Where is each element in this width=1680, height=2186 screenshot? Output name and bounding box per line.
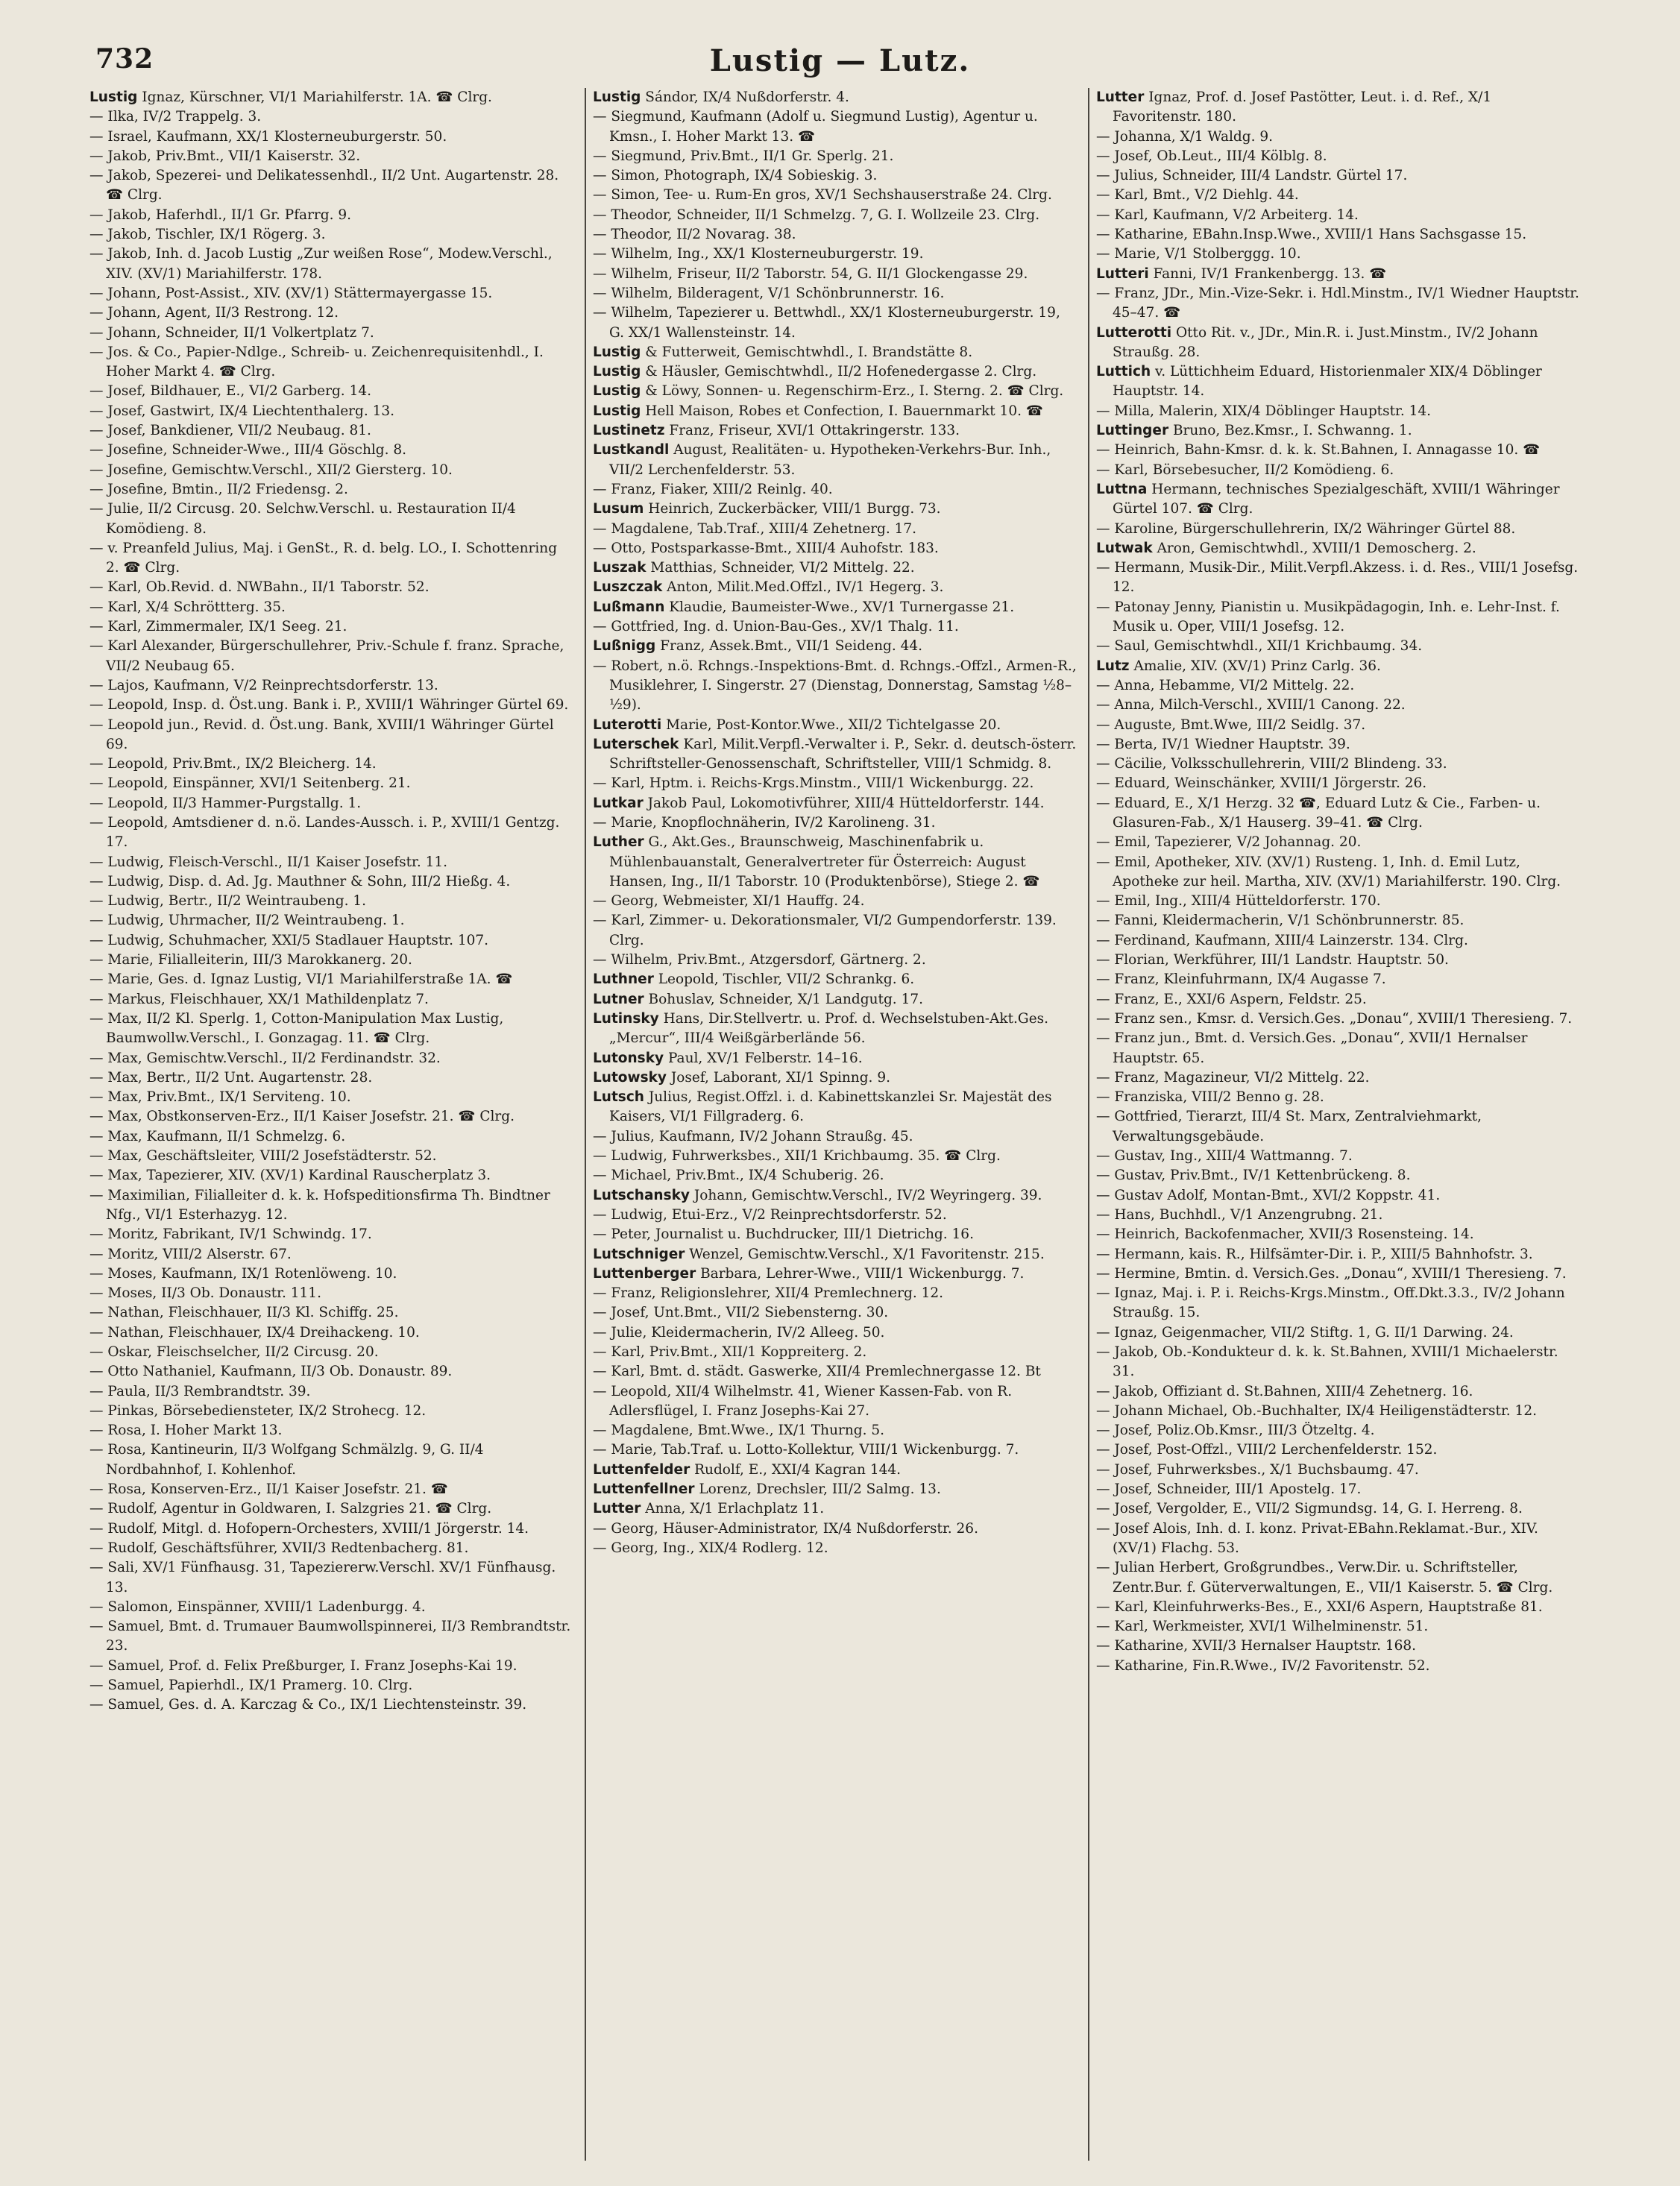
directory-entry: Lutterotti Otto Rit. v., JDr., Min.R. i. Just.Minstm., IV/2 Johann Straußg. 28. [1096, 324, 1538, 360]
directory-entry: Lutz Amalie, XIV. (XV/1) Prinz Carlg. 36. [1096, 658, 1381, 674]
directory-entry: — Franz, Religionslehrer, XII/4 Premlechnerg. 12. [593, 1285, 943, 1302]
directory-entry: — Ignaz, Maj. i. P. i. Reichs-Krgs.Minstm., Off.Dkt.3.3., IV/2 Johann Straußg. 15. [1096, 1285, 1565, 1321]
directory-entry: Luther G., Akt.Ges., Braunschweig, Maschinenfabrik u. Mühlenbauanstalt, Generalvertreter für Österreich: August Hansen, Ing., II/1 Taborstr. 10 (Produktenbörse), Stiege 2. ☎ [593, 834, 1040, 889]
directory-entry: Luterschek Karl, Milit.Verpfl.-Verwalter i. P., Sekr. d. deutsch-österr. Schriftsteller-Genossenschaft, Schriftsteller, VIII/1 Schmidg. 8. [593, 736, 1077, 772]
directory-entry: — Johann, Post-Assist., XIV. (XV/1) Stättermayergasse 15. [89, 285, 493, 301]
directory-entry: — Karl, Werkmeister, XVI/1 Wilhelminenstr. 51. [1096, 1619, 1429, 1635]
directory-entry: — Leopold, Einspänner, XVI/1 Seitenberg. 21. [89, 775, 411, 792]
directory-entry: — Rudolf, Agentur in Goldwaren, I. Salzgries 21. ☎ Clrg. [89, 1501, 492, 1517]
directory-entry: — Rosa, I. Hoher Markt 13. [89, 1423, 283, 1439]
directory-entry: — Leopold jun., Revid. d. Öst.ung. Bank, XVIII/1 Währinger Gürtel 69. [89, 716, 554, 752]
directory-entry: — Josef, Bildhauer, E., VI/2 Garberg. 14. [89, 383, 371, 400]
directory-entry: — Karl, Hptm. i. Reichs-Krgs.Minstm., VIII/1 Wickenburgg. 22. [593, 775, 1034, 792]
entry-headword: Luszak [593, 560, 646, 576]
directory-entry: — Ferdinand, Kaufmann, XIII/4 Lainzerstr. 134. Clrg. [1096, 932, 1468, 948]
directory-entry: — Franz jun., Bmt. d. Versich.Ges. „Donau“, XVII/1 Hernalser Hauptstr. 65. [1096, 1030, 1528, 1066]
directory-entry: — Gustav, Priv.Bmt., IV/1 Kettenbrückeng. 8. [1096, 1168, 1411, 1184]
entry-headword: Luttna [1096, 481, 1148, 497]
directory-entry: — Karl, Priv.Bmt., XII/1 Koppreiterg. 2. [593, 1344, 867, 1360]
directory-entry: Lutowsky Josef, Laborant, XI/1 Spinng. 9. [593, 1069, 890, 1086]
directory-entry: — Josef Alois, Inh. d. I. konz. Privat-EBahn.Reklamat.-Bur., XIV. (XV/1) Flachg. 53. [1096, 1520, 1538, 1556]
directory-entry: — Lajos, Kaufmann, V/2 Reinprechtsdorferstr. 13. [89, 677, 438, 693]
directory-entry: Lusum Heinrich, Zuckerbäcker, VIII/1 Burgg. 73. [593, 501, 941, 517]
directory-entry: — Franziska, VIII/2 Benno g. 28. [1096, 1089, 1324, 1106]
directory-entry: — Otto Nathaniel, Kaufmann, II/3 Ob. Donaustr. 89. [89, 1364, 453, 1380]
directory-entry: — Ludwig, Fuhrwerksbes., XII/1 Krichbaumg. 35. ☎ Clrg. [593, 1148, 1001, 1165]
directory-entry: — Max, Kaufmann, II/1 Schmelzg. 6. [89, 1128, 346, 1144]
entry-headword: Lutsch [593, 1089, 644, 1106]
directory-entry: — Karl, Zimmer- u. Dekorationsmaler, VI/2 Gumpendorferstr. 139. Clrg. [593, 913, 1057, 948]
directory-entry: — Emil, Ing., XIII/4 Hütteldorferstr. 170. [1096, 893, 1381, 910]
directory-entry: — Georg, Webmeister, XI/1 Hauffg. 24. [593, 893, 865, 910]
directory-entry: Lutkar Jakob Paul, Lokomotivführer, XIII/4 Hütteldorferstr. 144. [593, 795, 1045, 811]
entry-headword: Lutterotti [1096, 324, 1172, 341]
directory-entry: — Julie, Kleidermacherin, IV/2 Alleeg. 50. [593, 1324, 885, 1341]
entry-headword: Lutter [593, 1501, 641, 1517]
entry-headword: Luttenfellner [593, 1481, 695, 1498]
entry-headword: Luttich [1096, 364, 1151, 380]
directory-entry: — Max, II/2 Kl. Sperlg. 1, Cotton-Manipulation Max Lustig, Baumwollw.Verschl., I. Gonzagag. 11. ☎ Clrg. [89, 1010, 504, 1047]
directory-entry: — Josef, Poliz.Ob.Kmsr., III/3 Ötzeltg. 4. [1096, 1423, 1375, 1439]
directory-entry: — Moses, Kaufmann, IX/1 Rotenlöweng. 10. [89, 1265, 397, 1282]
directory-entry: — Patonay Jenny, Pianistin u. Musikpädagogin, Inh. e. Lehr-Inst. f. Musik u. Oper, VIII/1 Josefsg. 12. [1096, 599, 1560, 635]
directory-entry: — Moses, II/3 Ob. Donaustr. 111. [89, 1285, 321, 1302]
directory-entry: — Karl, Bmt., V/2 Diehlg. 44. [1096, 187, 1299, 204]
directory-entry: — Wilhelm, Ing., XX/1 Klosterneuburgerstr. 19. [593, 246, 924, 262]
directory-entry: — Franz sen., Kmsr. d. Versich.Ges. „Donau“, XVIII/1 Theresieng. 7. [1096, 1010, 1573, 1027]
directory-entry: — Leopold, Amtsdiener d. n.ö. Landes-Aussch. i. P., XVIII/1 Gentzg. 17. [89, 814, 560, 851]
directory-entry: Lustkandl August, Realitäten- u. Hypotheken-Verkehrs-Bur. Inh., VII/2 Lerchenfelderstr. 53. [593, 442, 1051, 478]
directory-entry: — Wilhelm, Bilderagent, V/1 Schönbrunnerstr. 16. [593, 285, 945, 301]
directory-entry: — Israel, Kaufmann, XX/1 Klosterneuburgerstr. 50. [89, 128, 447, 145]
directory-entry: Luthner Leopold, Tischler, VII/2 Schrankg. 6. [593, 971, 915, 988]
directory-entry: — Hans, Buchhdl., V/1 Anzengrubng. 21. [1096, 1206, 1383, 1223]
directory-entry: — Ludwig, Uhrmacher, II/2 Weintraubeng. 1. [89, 913, 405, 929]
directory-entry: — Karl, X/4 Schröttterg. 35. [89, 599, 286, 615]
entry-headword: Lutteri [1096, 265, 1149, 282]
directory-entry: — Ludwig, Fleisch-Verschl., II/1 Kaiser Josefstr. 11. [89, 854, 448, 870]
directory-entry: — Simon, Tee- u. Rum-En gros, XV/1 Sechshauserstraße 24. Clrg. [593, 187, 1052, 204]
entry-headword: Lutowsky [593, 1069, 667, 1086]
entry-headword: Lutz [1096, 658, 1130, 674]
directory-entry: — Siegmund, Kaufmann (Adolf u. Siegmund Lustig), Agentur u. Kmsn., I. Hoher Markt 13. ☎ [593, 109, 1038, 145]
entry-headword: Lusum [593, 501, 644, 517]
entry-headword: Lutter [1096, 89, 1145, 105]
directory-entry: — Katharine, EBahn.Insp.Wwe., XVIII/1 Hans Sachsgasse 15. [1096, 227, 1527, 243]
entry-headword: Lußmann [593, 599, 665, 615]
directory-entry: — Sali, XV/1 Fünfhausg. 31, Tapeziererw.Verschl. XV/1 Fünfhausg. 13. [89, 1560, 556, 1596]
directory-entry: — Wilhelm, Priv.Bmt., Atzgersdorf, Gärtnerg. 2. [593, 952, 926, 968]
directory-entry: Luszczak Anton, Milit.Med.Offzl., IV/1 Hegerg. 3. [593, 579, 944, 596]
directory-entry: — Gustav, Ing., XIII/4 Wattmanng. 7. [1096, 1148, 1353, 1165]
entry-headword: Luthner [593, 971, 654, 988]
directory-entry: — Leopold, Priv.Bmt., IX/2 Bleicherg. 14. [89, 756, 377, 772]
directory-entry: — Berta, IV/1 Wiedner Hauptstr. 39. [1096, 736, 1350, 752]
directory-entry: Lutwak Aron, Gemischtwhdl., XVIII/1 Demoscherg. 2. [1096, 540, 1476, 556]
entry-headword: Lustig [593, 344, 641, 360]
directory-entry: — Julie, II/2 Circusg. 20. Selchw.Verschl. u. Restauration II/4 Komödieng. 8. [89, 501, 516, 537]
directory-entry: — Max, Bertr., II/2 Unt. Augartenstr. 28. [89, 1069, 373, 1086]
directory-entry: — Georg, Häuser-Administrator, IX/4 Nußdorferstr. 26. [593, 1520, 978, 1537]
directory-entry: Lustig Hell Maison, Robes et Confection, I. Bauernmarkt 10. ☎ [593, 403, 1043, 419]
directory-entry: — Peter, Journalist u. Buchdrucker, III/1 Dietrichg. 16. [593, 1226, 974, 1243]
entry-headword: Lutwak [1096, 540, 1153, 556]
directory-entry: Lutteri Fanni, IV/1 Frankenbergg. 13. ☎ [1096, 265, 1387, 282]
directory-entry: — Josef, Bankdiener, VII/2 Neubaug. 81. [89, 423, 371, 439]
entry-headword: Lustig [593, 89, 641, 105]
column-right [1096, 88, 1581, 2161]
directory-entry: — Josef, Fuhrwerksbes., X/1 Buchsbaumg. 47. [1096, 1461, 1419, 1478]
directory-entry: — Jakob, Offiziant d. St.Bahnen, XIII/4 Zehetnerg. 16. [1096, 1383, 1473, 1399]
directory-entry: — Paula, II/3 Rembrandtstr. 39. [89, 1383, 311, 1399]
directory-entry: — Josef, Schneider, III/1 Apostelg. 17. [1096, 1481, 1362, 1498]
directory-entry: — Jakob, Tischler, IX/1 Rögerg. 3. [89, 227, 326, 243]
entry-headword: Lußnigg [593, 638, 656, 655]
entry-headword: Luterotti [593, 716, 662, 733]
directory-entry: — Magdalene, Bmt.Wwe., IX/1 Thurng. 5. [593, 1423, 884, 1439]
directory-entry: — Eduard, E., X/1 Herzg. 32 ☎, Eduard Lutz & Cie., Farben- u. Glasuren-Fab., X/1 Hauserg. 39–41. ☎ Clrg. [1096, 795, 1541, 831]
directory-entry: — Franz, Magazineur, VI/2 Mittelg. 22. [1096, 1069, 1370, 1086]
directory-entry: — Johann, Agent, II/3 Restrong. 12. [89, 305, 339, 321]
directory-entry: — Gustav Adolf, Montan-Bmt., XVI/2 Koppstr. 41. [1096, 1187, 1441, 1203]
directory-columns [89, 88, 1581, 2161]
directory-entry: — Franz, Kleinfuhrmann, IX/4 Augasse 7. [1096, 971, 1386, 988]
directory-entry: Lutinsky Hans, Dir.Stellvertr. u. Prof. d. Wechselstuben-Akt.Ges. „Mercur“, III/4 Weißgärberlände 56. [593, 1010, 1049, 1047]
directory-entry: — Franz, Fiaker, XIII/2 Reinlg. 40. [593, 481, 833, 497]
directory-entry: — Samuel, Prof. d. Felix Preßburger, I. Franz Josephs-Kai 19. [89, 1657, 517, 1674]
entry-headword: Lutinsky [593, 1010, 659, 1027]
directory-entry: — Karl, Kleinfuhrwerks-Bes., E., XXI/6 Aspern, Hauptstraße 81. [1096, 1598, 1543, 1615]
directory-entry: — Josef, Post-Offzl., VIII/2 Lerchenfelderstr. 152. [1096, 1442, 1438, 1458]
directory-entry: — Heinrich, Bahn-Kmsr. d. k. k. St.Bahnen, I. Annagasse 10. ☎ [1096, 442, 1541, 459]
directory-entry: — Julius, Schneider, III/4 Landstr. Gürtel 17. [1096, 168, 1408, 184]
directory-entry: — Jos. & Co., Papier-Ndlge., Schreib- u. Zeichenrequisitenhdl., I. Hoher Markt 4. ☎ Clrg. [89, 344, 544, 380]
directory-entry: — Florian, Werkführer, III/1 Landstr. Hauptstr. 50. [1096, 952, 1449, 968]
entry-headword: Lutonsky [593, 1050, 664, 1066]
directory-entry: — Josef, Ob.Leut., III/4 Kölblg. 8. [1096, 148, 1327, 164]
directory-entry: — Eduard, Weinschänker, XVIII/1 Jörgerstr. 26. [1096, 775, 1427, 792]
directory-entry: — Max, Priv.Bmt., IX/1 Serviteng. 10. [89, 1089, 351, 1106]
directory-entry: — Jakob, Haferhdl., II/1 Gr. Pfarrg. 9. [89, 207, 352, 223]
entry-headword: Lustinetz [593, 423, 665, 439]
directory-entry: — Ludwig, Schuhmacher, XXI/5 Stadlauer Hauptstr. 107. [89, 932, 489, 948]
directory-entry: Lustig Sándor, IX/4 Nußdorferstr. 4. [593, 89, 849, 105]
entry-headword: Lustig [593, 403, 641, 419]
directory-entry: — Leopold, II/3 Hammer-Purgstallg. 1. [89, 795, 362, 811]
directory-entry: — Markus, Fleischhauer, XX/1 Mathildenplatz 7. [89, 991, 429, 1007]
directory-entry: — Jakob, Priv.Bmt., VII/1 Kaiserstr. 32. [89, 148, 361, 164]
entry-headword: Luszczak [593, 579, 663, 596]
directory-entry: — Josef, Unt.Bmt., VII/2 Siebensterng. 30. [593, 1305, 889, 1321]
column-left [89, 88, 574, 2161]
directory-entry: — Nathan, Fleischhauer, II/3 Kl. Schiffg. 25. [89, 1305, 399, 1321]
directory-entry: — Karl, Zimmermaler, IX/1 Seeg. 21. [89, 619, 347, 635]
directory-entry: Lußnigg Franz, Assek.Bmt., VII/1 Seideng. 44. [593, 638, 923, 655]
directory-entry: — Max, Obstkonserven-Erz., II/1 Kaiser Josefstr. 21. ☎ Clrg. [89, 1109, 515, 1125]
directory-entry: — Franz, JDr., Min.-Vize-Sekr. i. Hdl.Minstm., IV/1 Wiedner Hauptstr. 45–47. ☎ [1096, 285, 1579, 321]
directory-entry: — Leopold, XII/4 Wilhelmstr. 41, Wiener Kassen-Fab. von R. Adlersflügel, I. Franz Josephs-Kai 27. [593, 1383, 1013, 1419]
entry-headword: Lustig [593, 383, 641, 400]
directory-entry: — Ignaz, Geigenmacher, VII/2 Stiftg. 1, G. II/1 Darwing. 24. [1096, 1324, 1514, 1341]
column-divider [1088, 88, 1089, 2161]
directory-entry: Lutter Ignaz, Prof. d. Josef Pastötter, Leut. i. d. Ref., X/1 Favoritenstr. 180. [1096, 89, 1492, 125]
directory-entry: — Rudolf, Geschäftsführer, XVII/3 Redtenbacherg. 81. [89, 1540, 469, 1556]
directory-entry: — Samuel, Bmt. d. Trumauer Baumwollspinnerei, II/3 Rembrandtstr. 23. [89, 1619, 571, 1654]
directory-entry: — Max, Gemischtw.Verschl., II/2 Ferdinandstr. 32. [89, 1050, 441, 1066]
entry-headword: Lutschansky [593, 1187, 690, 1203]
directory-entry: — Georg, Ing., XIX/4 Rodlerg. 12. [593, 1540, 828, 1556]
directory-entry: — Rudolf, Mitgl. d. Hofopern-Orchesters, XVIII/1 Jörgerstr. 14. [89, 1520, 529, 1537]
directory-entry: Lußmann Klaudie, Baumeister-Wwe., XV/1 Turnergasse 21. [593, 599, 1015, 615]
directory-entry: — Magdalene, Tab.Traf., XIII/4 Zehetnerg. 17. [593, 520, 917, 537]
column-divider [585, 88, 586, 2161]
directory-entry: Luttinger Bruno, Bez.Kmsr., I. Schwanng. 1. [1096, 423, 1412, 439]
directory-entry: — Moritz, Fabrikant, IV/1 Schwindg. 17. [89, 1226, 372, 1243]
directory-entry: — Josefine, Schneider-Wwe., III/4 Göschlg. 8. [89, 442, 407, 459]
entry-headword: Luttinger [1096, 423, 1169, 439]
directory-entry: — Ludwig, Etui-Erz., V/2 Reinprechtsdorferstr. 52. [593, 1206, 947, 1223]
directory-entry: — Nathan, Fleischhauer, IX/4 Dreihackeng. 10. [89, 1324, 420, 1341]
directory-entry: — Anna, Milch-Verschl., XVIII/1 Canong. 22. [1096, 697, 1406, 714]
directory-entry: — Marie, Tab.Traf. u. Lotto-Kollektur, VIII/1 Wickenburgg. 7. [593, 1442, 1019, 1458]
directory-entry: — Hermine, Bmtin. d. Versich.Ges. „Donau“, XVIII/1 Theresieng. 7. [1096, 1265, 1567, 1282]
directory-entry: — Milla, Malerin, XIX/4 Döblinger Hauptstr. 14. [1096, 403, 1432, 419]
directory-entry: Lustig Ignaz, Kürschner, VI/1 Mariahilferstr. 1A. ☎ Clrg. [89, 89, 492, 105]
directory-entry: Lustig & Futterweit, Gemischtwhdl., I. Brandstätte 8. [593, 344, 973, 360]
page-header [0, 37, 1680, 89]
directory-entry: — Karoline, Bürgerschullehrerin, IX/2 Währinger Gürtel 88. [1096, 520, 1516, 537]
directory-entry: — Heinrich, Backofenmacher, XVII/3 Rosensteing. 14. [1096, 1226, 1474, 1243]
entry-headword: Lutkar [593, 795, 644, 811]
directory-entry: — Auguste, Bmt.Wwe, III/2 Seidlg. 37. [1096, 716, 1366, 733]
directory-entry: — Hermann, kais. R., Hilfsämter-Dir. i. P., XIII/5 Bahnhofstr. 3. [1096, 1246, 1533, 1262]
directory-entry: — Maximilian, Filialleiter d. k. k. Hofspeditionsfirma Th. Bindtner Nfg., VI/1 Esterhazyg. 12. [89, 1187, 550, 1223]
directory-entry: — Simon, Photograph, IX/4 Sobieskig. 3. [593, 168, 878, 184]
directory-entry: — Oskar, Fleischselcher, II/2 Circusg. 20. [89, 1344, 379, 1360]
page-number: 732 [95, 43, 154, 75]
running-head: Lustig — Lutz. [709, 43, 971, 78]
directory-entry: — Gottfried, Tierarzt, III/4 St. Marx, Zentralviehmarkt, Verwaltungsgebäude. [1096, 1109, 1482, 1144]
directory-entry: — Karl Alexander, Bürgerschullehrer, Priv.-Schule f. franz. Sprache, VII/2 Neubaug 65. [89, 638, 564, 674]
entry-headword: Lutner [593, 991, 644, 1007]
directory-entry: Lustinetz Franz, Friseur, XVI/1 Ottakringerstr. 133. [593, 423, 960, 439]
directory-entry: — Leopold, Insp. d. Öst.ung. Bank i. P., XVIII/1 Währinger Gürtel 69. [89, 697, 569, 714]
directory-entry: Lutter Anna, X/1 Erlachplatz 11. [593, 1501, 825, 1517]
directory-entry: — Franz, E., XXI/6 Aspern, Feldstr. 25. [1096, 991, 1367, 1007]
directory-entry: Luttna Hermann, technisches Spezialgeschäft, XVIII/1 Währinger Gürtel 107. ☎ Clrg. [1096, 481, 1560, 517]
directory-entry: — Hermann, Musik-Dir., Milit.Verpfl.Akzess. i. d. Res., VIII/1 Josefsg. 12. [1096, 560, 1579, 596]
directory-entry: Lustig & Löwy, Sonnen- u. Regenschirm-Erz., I. Sterng. 2. ☎ Clrg. [593, 383, 1064, 400]
directory-entry: — Theodor, II/2 Novarag. 38. [593, 227, 796, 243]
directory-entry: — Pinkas, Börsebediensteter, IX/2 Strohecg. 12. [89, 1402, 427, 1419]
entry-headword: Lustkandl [593, 442, 670, 459]
directory-entry: — Emil, Tapezierer, V/2 Johannag. 20. [1096, 834, 1362, 851]
directory-entry: Lutschniger Wenzel, Gemischtw.Verschl., X/1 Favoritenstr. 215. [593, 1246, 1045, 1262]
directory-entry: — Theodor, Schneider, II/1 Schmelzg. 7, G. I. Wollzeile 23. Clrg. [593, 207, 1040, 223]
entry-headword: Lustig [593, 364, 641, 380]
directory-entry: — Siegmund, Priv.Bmt., II/1 Gr. Sperlg. 21. [593, 148, 894, 164]
directory-entry: — Marie, Ges. d. Ignaz Lustig, VI/1 Mariahilferstraße 1A. ☎ [89, 971, 513, 988]
directory-entry: — Katharine, XVII/3 Hernalser Hauptstr. 168. [1096, 1638, 1417, 1654]
directory-entry: Luttich v. Lüttichheim Eduard, Historienmaler XIX/4 Döblinger Hauptstr. 14. [1096, 364, 1542, 400]
directory-entry: — Wilhelm, Friseur, II/2 Taborstr. 54, G. II/1 Glockengasse 29. [593, 265, 1028, 282]
directory-entry: — Johann, Schneider, II/1 Volkertplatz 7. [89, 324, 374, 341]
directory-entry: Luszak Matthias, Schneider, VI/2 Mittelg. 22. [593, 560, 915, 576]
directory-entry: — Max, Geschäftsleiter, VIII/2 Josefstädterstr. 52. [89, 1148, 437, 1165]
entry-headword: Lustig [89, 89, 138, 105]
directory-entry: — Emil, Apotheker, XIV. (XV/1) Rusteng. 1, Inh. d. Emil Lutz, Apotheke zur heil. Martha, XIV. (XV/1) Mariahilferstr. 190. Clrg. [1096, 854, 1561, 889]
directory-entry: — Johann Michael, Ob.-Buchhalter, IX/4 Heiligenstädterstr. 12. [1096, 1402, 1537, 1419]
directory-entry: — Karl, Börsebesucher, II/2 Komödieng. 6. [1096, 462, 1394, 478]
directory-entry: Lutsch Julius, Regist.Offzl. i. d. Kabinettskanzlei Sr. Majestät des Kaisers, VI/1 Fillgraderg. 6. [593, 1089, 1052, 1125]
entry-headword: Lutschniger [593, 1246, 685, 1262]
directory-entry: — Karl, Bmt. d. städt. Gaswerke, XII/4 Premlechnergasse 12. Bt [593, 1364, 1041, 1380]
directory-entry: — Julius, Kaufmann, IV/2 Johann Straußg. 45. [593, 1128, 913, 1144]
directory-entry: — Cäcilie, Volksschullehrerin, VIII/2 Blindeng. 33. [1096, 756, 1447, 772]
directory-entry: — Otto, Postsparkasse-Bmt., XIII/4 Auhofstr. 183. [593, 540, 939, 556]
directory-entry: Lutschansky Johann, Gemischtw.Verschl., IV/2 Weyringerg. 39. [593, 1187, 1042, 1203]
directory-entry: — Saul, Gemischtwhdl., XII/1 Krichbaumg. 34. [1096, 638, 1423, 655]
directory-entry: — Katharine, Fin.R.Wwe., IV/2 Favoritenstr. 52. [1096, 1657, 1430, 1674]
entry-headword: Luttenfelder [593, 1461, 690, 1478]
directory-entry: — Rosa, Kantineurin, II/3 Wolfgang Schmälzlg. 9, G. II/4 Nordbahnhof, I. Kohlenhof. [89, 1442, 484, 1478]
entry-headword: Luterschek [593, 736, 679, 752]
directory-entry: — Jakob, Spezerei- und Delikatessenhdl., II/2 Unt. Augartenstr. 28. ☎ Clrg. [89, 168, 559, 204]
directory-entry: — Wilhelm, Tapezierer u. Bettwhdl., XX/1 Klosterneuburgerstr. 19, G. XX/1 Wallensteinstr. 14. [593, 305, 1060, 341]
directory-entry: Lustig & Häusler, Gemischtwhdl., II/2 Hofenedergasse 2. Clrg. [593, 364, 1037, 380]
directory-entry: — Salomon, Einspänner, XVIII/1 Ladenburgg. 4. [89, 1598, 426, 1615]
directory-entry: — Josef, Gastwirt, IX/4 Liechtenthalerg. 13. [89, 403, 395, 419]
directory-entry: Luttenfellner Lorenz, Drechsler, III/2 Salmg. 13. [593, 1481, 941, 1498]
directory-entry: Luterotti Marie, Post-Kontor.Wwe., XII/2 Tichtelgasse 20. [593, 716, 1001, 733]
directory-entry: — Jakob, Ob.-Kondukteur d. k. k. St.Bahnen, XVIII/1 Michaelerstr. 31. [1096, 1344, 1558, 1380]
directory-entry: — Max, Tapezierer, XIV. (XV/1) Kardinal Rauscherplatz 3. [89, 1168, 491, 1184]
directory-entry: — Ilka, IV/2 Trappelg. 3. [89, 109, 262, 125]
column-middle [593, 88, 1077, 2161]
directory-entry: Lutner Bohuslav, Schneider, X/1 Landgutg. 17. [593, 991, 923, 1007]
directory-entry: — Josefine, Gemischtw.Verschl., XII/2 Giersterg. 10. [89, 462, 453, 478]
entry-headword: Luther [593, 834, 644, 851]
directory-entry: — Josefine, Bmtin., II/2 Friedensg. 2. [89, 481, 348, 497]
directory-entry: Lutonsky Paul, XV/1 Felberstr. 14–16. [593, 1050, 863, 1066]
directory-entry: Luttenberger Barbara, Lehrer-Wwe., VIII/1 Wickenburgg. 7. [593, 1265, 1025, 1282]
entry-headword: Luttenberger [593, 1265, 696, 1282]
directory-entry: — Moritz, VIII/2 Alserstr. 67. [89, 1246, 292, 1262]
directory-entry: — Marie, Filialleiterin, III/3 Marokkanerg. 20. [89, 952, 412, 968]
directory-entry: — Ludwig, Bertr., II/2 Weintraubeng. 1. [89, 893, 367, 910]
directory-entry: — Jakob, Inh. d. Jacob Lustig „Zur weißen Rose“, Modew.Verschl., XIV. (XV/1) Mariahilferstr. 178. [89, 246, 553, 282]
directory-entry: — Samuel, Ges. d. A. Karczag & Co., IX/1 Liechtensteinstr. 39. [89, 1697, 527, 1713]
directory-entry: — Johanna, X/1 Waldg. 9. [1096, 128, 1274, 145]
directory-entry: — Robert, n.ö. Rchngs.-Inspektions-Bmt. d. Rchngs.-Offzl., Armen-R., Musiklehrer, I. Singerstr. 27 (Dienstag, Donnerstag, Samstag ½8–½9). [593, 658, 1077, 714]
directory-entry: — Karl, Ob.Revid. d. NWBahn., II/1 Taborstr. 52. [89, 579, 430, 596]
directory-entry: — Samuel, Papierhdl., IX/1 Pramerg. 10. Clrg. [89, 1678, 413, 1694]
directory-entry: — v. Preanfeld Julius, Maj. i GenSt., R. d. belg. LO., I. Schottenring 2. ☎ Clrg. [89, 540, 558, 576]
directory-entry: — Michael, Priv.Bmt., IX/4 Schuberig. 26. [593, 1168, 884, 1184]
directory-entry: — Karl, Kaufmann, V/2 Arbeiterg. 14. [1096, 207, 1359, 223]
directory-entry: — Marie, Knopflochnäherin, IV/2 Karolineng. 31. [593, 814, 936, 831]
directory-entry: — Fanni, Kleidermacherin, V/1 Schönbrunnerstr. 85. [1096, 913, 1465, 929]
directory-entry: Luttenfelder Rudolf, E., XXI/4 Kagran 144. [593, 1461, 902, 1478]
directory-entry: — Rosa, Konserven-Erz., II/1 Kaiser Josefstr. 21. ☎ [89, 1481, 448, 1498]
directory-entry: — Anna, Hebamme, VI/2 Mittelg. 22. [1096, 677, 1355, 693]
directory-entry: — Marie, V/1 Stolberggg. 10. [1096, 246, 1301, 262]
directory-entry: — Gottfried, Ing. d. Union-Bau-Ges., XV/1 Thalg. 11. [593, 619, 959, 635]
directory-entry: — Josef, Vergolder, E., VII/2 Sigmundsg. 14, G. I. Herreng. 8. [1096, 1501, 1523, 1517]
directory-entry: — Julian Herbert, Großgrundbes., Verw.Dir. u. Schriftsteller, Zentr.Bur. f. Güterverwaltungen, E., VII/1 Kaiserstr. 5. ☎ Clrg. [1096, 1560, 1553, 1596]
directory-entry: — Ludwig, Disp. d. Ad. Jg. Mauthner & Sohn, III/2 Hießg. 4. [89, 873, 511, 889]
